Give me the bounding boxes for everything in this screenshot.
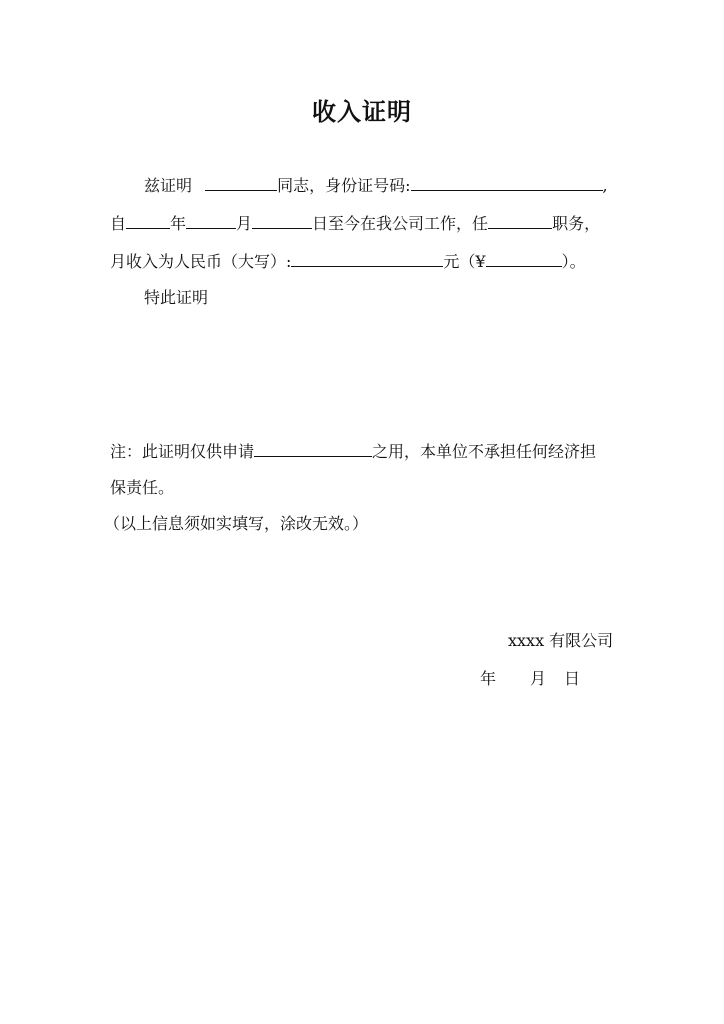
document-title: 收入证明 (312, 97, 412, 126)
note-suffix: 之用，本单位不承担任何经济担 (372, 442, 597, 461)
name-blank (205, 174, 277, 191)
note-line-1 (110, 440, 596, 462)
sign-month-label: 月 (530, 669, 547, 688)
signature-date (480, 666, 580, 689)
id-number-blank (411, 174, 603, 191)
start-year-blank (126, 212, 170, 229)
closing-line: 特此证明 (144, 288, 209, 307)
remark-line: （以上信息须如实填写，涂改无效。） (104, 514, 369, 533)
year-label: 年 (170, 214, 187, 233)
purpose-blank (254, 440, 372, 457)
from-label: 自 (110, 214, 127, 233)
start-month-blank (186, 212, 236, 229)
income-number-blank (486, 250, 562, 267)
yuan-label: 元（¥ (443, 252, 486, 271)
sign-year-label: 年 (480, 669, 497, 688)
month-label: 月 (236, 214, 253, 233)
comma: , (602, 176, 608, 195)
certify-prefix: 兹证明 (144, 176, 193, 195)
day-label: 日至今在我公司工作，任 (312, 214, 489, 233)
company-name: xxxx 有限公司 (508, 631, 614, 650)
employment-line (110, 212, 600, 234)
note-prefix: 注：此证明仅供申请 (110, 442, 255, 461)
position-suffix: 职务， (552, 214, 601, 233)
certify-line (144, 174, 608, 196)
position-blank (488, 212, 552, 229)
income-line (110, 250, 586, 272)
sign-day-label: 日 (564, 669, 581, 688)
note-line-2: 保责任。 (110, 478, 175, 497)
start-day-blank (252, 212, 312, 229)
id-label: 同志，身份证号码: (277, 176, 411, 195)
income-label: 月收入为人民币（大写）: (110, 252, 292, 271)
close-paren: ）。 (561, 252, 586, 271)
income-words-blank (291, 250, 443, 267)
